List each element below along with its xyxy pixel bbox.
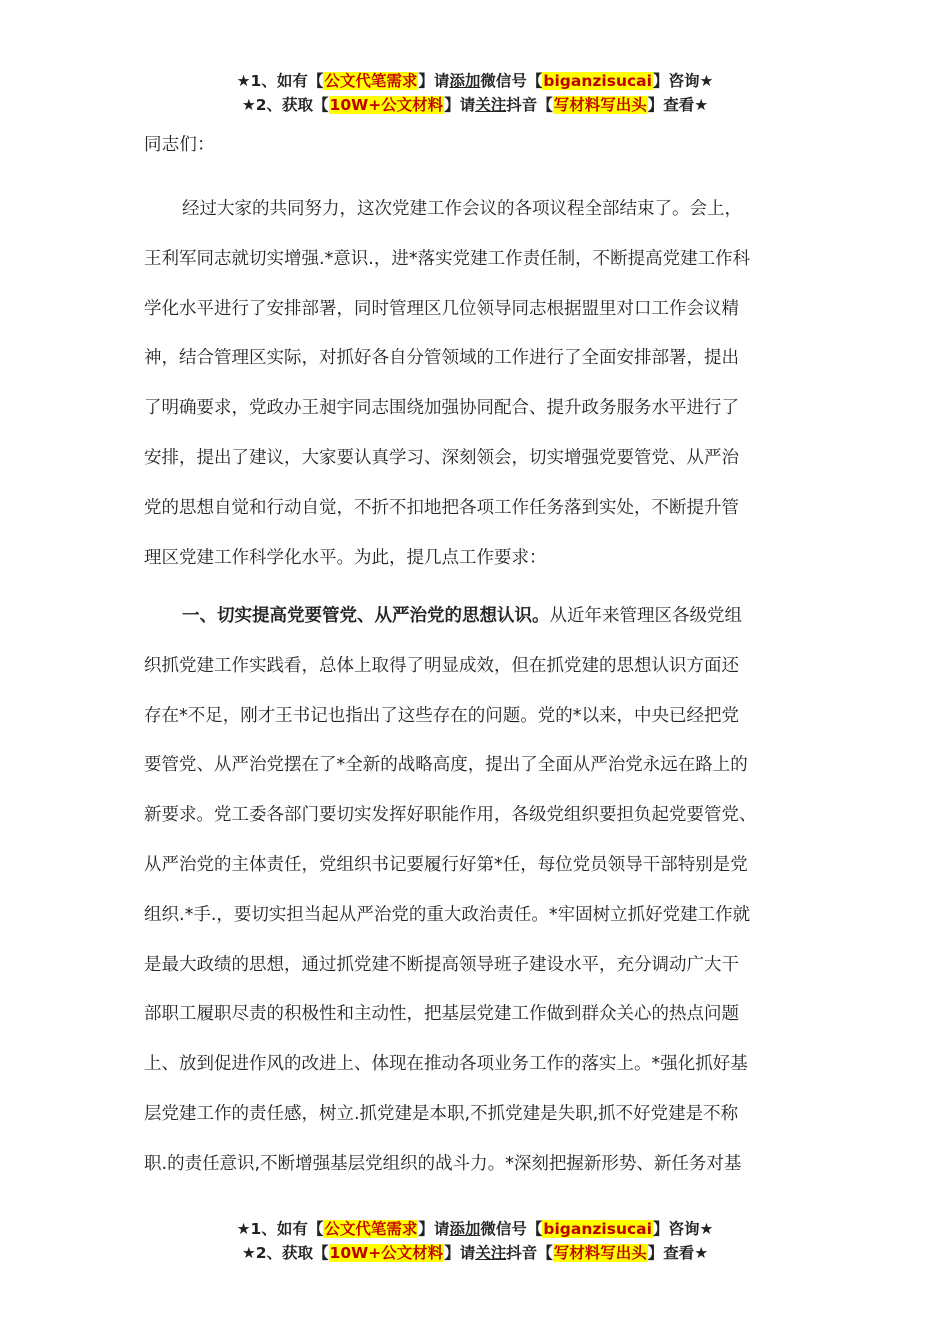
paragraph-line: 层党建工作的责任感，树立.抓党建是本职,不抓党建是失职,抓不好党建是不称 — [144, 1103, 739, 1124]
promo-wechat-id: biganzisucai — [543, 1220, 652, 1238]
paragraph-line: 织抓党建工作实践看，总体上取得了明显成效，但在抓党建的思想认识方面还 — [144, 655, 739, 676]
promo-text: 】查看★ — [647, 96, 709, 114]
promo-highlight: 10W+公文材料 — [329, 1244, 444, 1262]
promo-text: ★1、如有【 — [236, 72, 324, 90]
promo-douyin-id: 写材料写出头 — [553, 96, 647, 114]
promo-underline: 添加 — [449, 72, 481, 90]
paragraph-line: 理区党建工作科学化水平。为此，提几点工作要求： — [144, 547, 547, 568]
promo-line-2 — [0, 1241, 950, 1265]
promo-highlight: 公文代笔需求 — [324, 72, 418, 90]
paragraph-first-line — [144, 592, 812, 642]
paragraph-line: 神，结合管理区实际，对抓好各自分管领域的工作进行了全面安排部署，提出 — [144, 348, 739, 369]
promo-underline: 关注 — [475, 1244, 507, 1262]
promo-line-2 — [0, 93, 950, 117]
paragraph-line: 组织.*手.，要切实担当起从严治党的重大政治责任。*牢固树立抓好党建工作就 — [144, 904, 751, 925]
promo-underline: 添加 — [449, 1220, 481, 1238]
promo-text: 】查看★ — [647, 1244, 709, 1262]
promo-wechat-id: biganzisucai — [543, 72, 652, 90]
promo-text: ★2、获取【 — [241, 1244, 329, 1262]
promo-text: 】请 — [418, 1220, 450, 1238]
paragraph-line: 部职工履职尽责的积极性和主动性，把基层党建工作做到群众关心的热点问题 — [144, 1004, 739, 1025]
promo-highlight: 10W+公文材料 — [329, 96, 444, 114]
promo-text: ★2、获取【 — [241, 96, 329, 114]
paragraph-line: 经过大家的共同努力，这次党建工作会议的各项议程全部结束了。会上， — [182, 199, 742, 219]
promo-text: 】咨询★ — [652, 1220, 714, 1238]
promo-underline: 关注 — [475, 96, 507, 114]
paragraph-line: 安排，提出了建议，大家要认真学习、深刻领会，切实增强党要管党、从严治 — [144, 447, 739, 468]
promo-banner-bottom — [0, 1217, 950, 1265]
promo-highlight: 公文代笔需求 — [324, 1220, 418, 1238]
promo-text: 】请 — [444, 96, 476, 114]
paragraph-line: 存在*不足，刚才王书记也指出了这些存在的问题。党的*以来，中央已经把党 — [144, 705, 739, 726]
promo-banner-top — [0, 69, 950, 117]
section-heading: 一、切实提高党要管党、从严治党的思想认识。 — [182, 606, 550, 626]
salutation: 同志们： — [144, 135, 215, 155]
promo-text: ★1、如有【 — [236, 1220, 324, 1238]
paragraph-line-rest: 从近年来管理区各级党组 — [549, 606, 742, 626]
promo-line-1 — [0, 1217, 950, 1241]
promo-text: 】请 — [418, 72, 450, 90]
paragraph-line: 上、放到促进作风的改进上、体现在推动各项业务工作的落实上。*强化抓好基 — [144, 1054, 748, 1075]
paragraph-line: 新要求。党工委各部门要切实发挥好职能作用，各级党组织要担负起党要管党、 — [144, 805, 757, 826]
promo-line-1 — [0, 69, 950, 93]
paragraph-line: 学化水平进行了安排部署，同时管理区几位领导同志根据盟里对口工作会议精 — [144, 298, 739, 319]
promo-text: 微信号【 — [480, 1220, 543, 1238]
paragraph-2 — [144, 592, 812, 1190]
paragraph-line: 从严治党的主体责任，党组织书记要履行好第*任，每位党员领导干部特别是党 — [144, 854, 748, 875]
paragraph-line: 要管党、从严治党摆在了*全新的战略高度，提出了全面从严治党永远在路上的 — [144, 755, 748, 776]
paragraph-line: 了明确要求，党政办王昶宇同志围绕加强协同配合、提升政务服务水平进行了 — [144, 398, 739, 419]
promo-text: 】咨询★ — [652, 72, 714, 90]
promo-text: 抖音【 — [506, 1244, 553, 1262]
promo-text: 】请 — [444, 1244, 476, 1262]
paragraph-line: 职.的责任意识,不断增强基层党组织的战斗力。*深刻把握新形势、新任务对基 — [144, 1153, 742, 1174]
paragraph-line: 党的思想自觉和行动自觉，不折不扣地把各项工作任务落到实处，不断提升管 — [144, 497, 739, 518]
promo-text: 抖音【 — [506, 96, 553, 114]
paragraph-line: 是最大政绩的思想，通过抓党建不断提高领导班子建设水平，充分调动广大干 — [144, 954, 739, 975]
paragraph-line: 王利军同志就切实增强.*意识.，进*落实党建工作责任制，不断提高党建工作科 — [144, 248, 751, 269]
paragraph-1 — [144, 185, 812, 583]
promo-text: 微信号【 — [480, 72, 543, 90]
promo-douyin-id: 写材料写出头 — [553, 1244, 647, 1262]
